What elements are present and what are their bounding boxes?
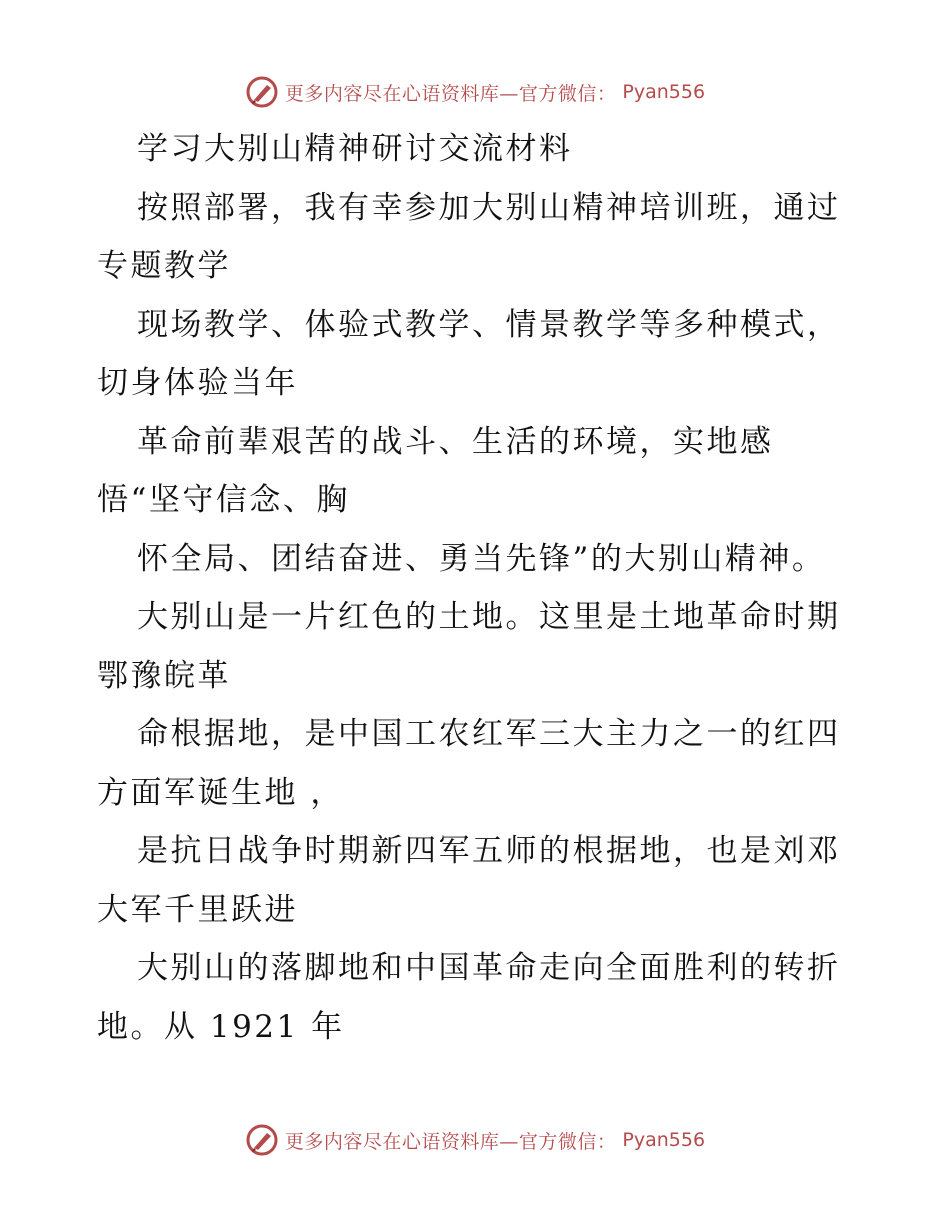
text-line: 大军千里跃进 xyxy=(97,891,298,928)
text-line: 大别山的落脚地和中国革命走向全面胜利的转折 xyxy=(137,950,841,986)
text-line: 革命前辈艰苦的战斗、生活的环境，实地感 xyxy=(137,423,774,460)
header-banner-text: 更多内容尽在心语资料库—官方微信： xyxy=(284,82,617,105)
document-body xyxy=(97,120,857,1056)
text-line: 是抗日战争时期新四军五师的根据地，也是刘邓 xyxy=(137,833,841,869)
text-line: 专题教学 xyxy=(97,248,231,284)
header-banner xyxy=(0,72,950,112)
text-line: 地。从 1921 年 xyxy=(97,1008,345,1045)
footer-banner-text: 更多内容尽在心语资料库—官方微信： xyxy=(284,1130,617,1153)
quill-pen-circle-icon xyxy=(245,1123,279,1157)
document-title: 学习大别山精神研讨交流材料 xyxy=(137,131,573,167)
text-line: 方面军诞生地 ， xyxy=(97,774,344,811)
footer-wechat-id: Pyan556 xyxy=(622,1129,706,1151)
text-line: 切身体验当年 xyxy=(97,365,298,401)
header-wechat-id: Pyan556 xyxy=(622,81,706,103)
text-line: 按照部署，我有幸参加大别山精神培训班，通过 xyxy=(137,189,841,226)
text-line: 现场教学、体验式教学、情景教学等多种模式， xyxy=(137,306,841,343)
footer-banner xyxy=(0,1120,950,1160)
text-line: 大别山是一片红色的土地。这里是土地革命时期 xyxy=(137,599,841,635)
text-line: 鄂豫皖革 xyxy=(97,657,231,694)
quill-pen-circle-icon xyxy=(245,75,279,109)
text-line: 怀全局、团结奋进、勇当先锋”的大别山精神。 xyxy=(137,540,826,577)
text-line: 悟“坚守信念、胸 xyxy=(97,482,350,518)
text-line: 命根据地，是中国工农红军三大主力之一的红四 xyxy=(137,716,841,752)
